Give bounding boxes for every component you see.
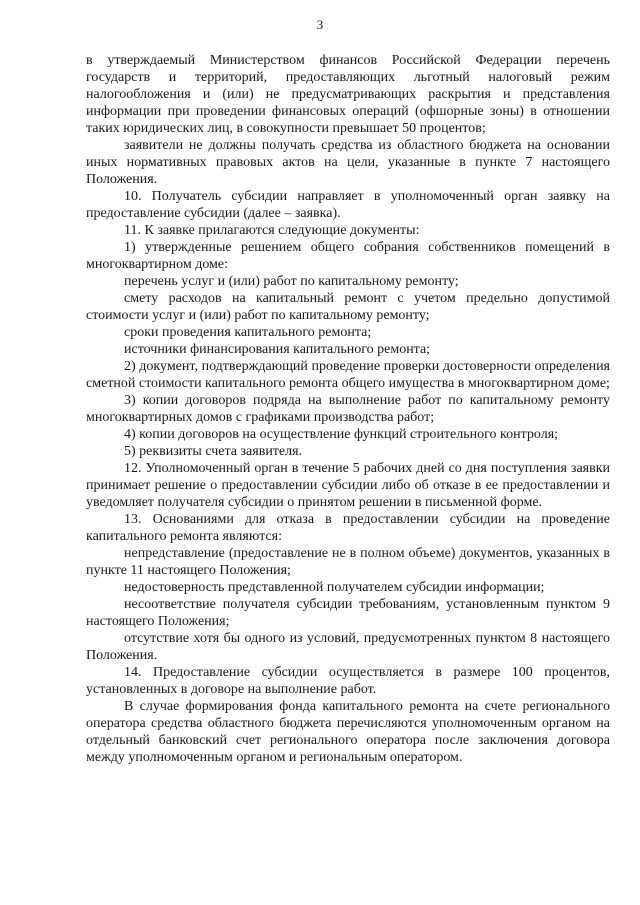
paragraph-6: перечень услуг и (или) работ по капитальному ремонту; [124, 274, 459, 289]
paragraph-14: 12. Уполномоченный орган в течение 5 рабочих дней со дня поступления заявки принимает решение о предоставлении субсидии либо об отказе в ее предоставлении и уведомляет получателя субсидии о принятом решении в письменной форме. [86, 461, 610, 510]
paragraph-8: сроки проведения капитального ремонта; [124, 325, 372, 340]
paragraph-3: 10. Получатель субсидии направляет в уполномоченный орган заявку на предоставление субсидии (далее – заявка). [86, 189, 610, 221]
paragraph-16: непредставление (предоставление не в полном объеме) документов, указанных в пункте 11 настоящего Положения; [86, 546, 610, 578]
paragraph-2: заявители не должны получать средства из областного бюджета на основании иных нормативных правовых актов на цели, указанные в пункте 7 настоящего Положения. [86, 138, 610, 187]
paragraph-13: 5) реквизиты счета заявителя. [124, 444, 303, 459]
paragraph-20: 14. Предоставление субсидии осуществляется в размере 100 процентов, установленных в договоре на выполнение работ. [86, 665, 610, 697]
document-body [86, 52, 610, 766]
paragraph-18: несоответствие получателя субсидии требованиям, установленным пунктом 9 настоящего Положения; [86, 597, 610, 629]
paragraph-15: 13. Основаниями для отказа в предоставлении субсидии на проведение капитального ремонта являются: [86, 512, 610, 544]
paragraph-19: отсутствие хотя бы одного из условий, предусмотренных пунктом 8 настоящего Положения. [86, 631, 610, 663]
paragraph-11: 3) копии договоров подряда на выполнение работ по капитальному ремонту многоквартирных домов с графиками производства работ; [86, 393, 610, 425]
paragraph-12: 4) копии договоров на осуществление функций строительного контроля; [124, 427, 559, 442]
paragraph-5: 1) утвержденные решением общего собрания собственников помещений в многоквартирном доме: [86, 240, 610, 272]
paragraph-4: 11. К заявке прилагаются следующие документы: [124, 223, 420, 238]
paragraph-9: источники финансирования капитального ремонта; [124, 342, 431, 357]
paragraph-17: недостоверность представленной получателем субсидии информации; [124, 580, 545, 595]
paragraph-21: В случае формирования фонда капитального ремонта на счете регионального оператора средства областного бюджета перечисляются уполномоченным органом на отдельный банковский счет регионального оператора после заключения договора между уполномоченным органом и региональным оператором. [86, 699, 610, 765]
paragraph-7: смету расходов на капитальный ремонт с учетом предельно допустимой стоимости услуг и (или) работ по капитальному ремонту; [86, 291, 610, 323]
paragraph-10: 2) документ, подтверждающий проведение проверки достоверности определения сметной стоимости капитального ремонта общего имущества в многоквартирном доме; [86, 359, 610, 391]
page-number: 3 [316, 17, 324, 32]
paragraph-1: в утверждаемый Министерством финансов Российской Федерации перечень государств и территорий, предоставляющих льготный налоговый режим налогообложения и (или) не предусматривающих раскрытия и представления информации при проведении финансовых операций (офшорные зоны) в отношении таких юридических лиц, в совокупности превышает 50 процентов; [86, 53, 610, 136]
